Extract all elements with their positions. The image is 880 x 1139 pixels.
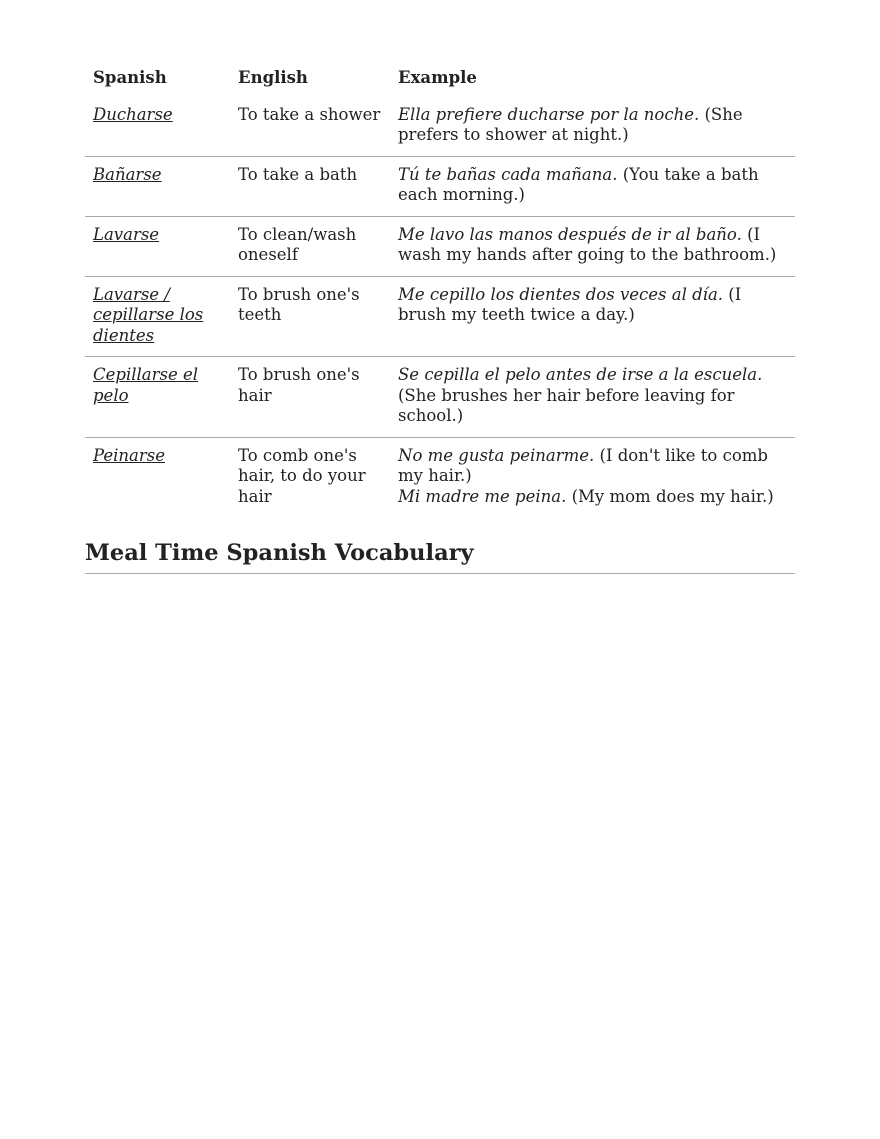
table-body [85, 97, 795, 518]
spanish-cell [85, 357, 230, 438]
english-cell: To take a shower [238, 104, 381, 124]
example-translation: (I don't like to comb my hair.) [398, 445, 768, 485]
spanish-term-link[interactable]: Lavarse / cepillarse los dientes [93, 284, 204, 345]
example-translation: (She prefers to shower at night.) [398, 104, 743, 144]
example-spanish: Me cepillo los dientes dos veces al día. [398, 284, 724, 304]
spanish-cell [85, 216, 230, 276]
example-spanish: Ella prefiere ducharse por la noche. [398, 104, 700, 124]
example-sentence [398, 225, 787, 266]
spanish-cell [85, 437, 230, 517]
english-cell: To take a bath [230, 156, 390, 216]
spanish-cell [85, 156, 230, 216]
english-cell: To clean/wash oneself [230, 216, 390, 276]
example-spanish: Tú te bañas cada mañana. [398, 164, 618, 184]
table-row [85, 97, 795, 157]
spanish-term-link[interactable]: Lavarse [93, 224, 160, 244]
table-row [85, 276, 795, 357]
section-heading-meal-time: Meal Time Spanish Vocabulary [85, 539, 795, 574]
example-cell [390, 437, 795, 517]
header-english: English [238, 68, 308, 87]
example-sentence [398, 285, 787, 326]
header-spanish: Spanish [93, 68, 167, 87]
example-cell [390, 156, 795, 216]
document-page [85, 62, 795, 574]
example-translation: (I wash my hands after going to the bathroom.) [398, 224, 777, 264]
example-cell [390, 97, 795, 157]
spanish-cell [85, 97, 230, 157]
example-translation: (I brush my teeth twice a day.) [398, 284, 742, 324]
example-cell [390, 276, 795, 357]
spanish-term-link[interactable]: Peinarse [93, 445, 165, 465]
table-row [85, 216, 795, 276]
spanish-term-link[interactable]: Cepillarse el pelo [93, 365, 199, 405]
example-cell [390, 216, 795, 276]
spanish-term-link[interactable]: Ducharse [93, 104, 173, 124]
example-sentence [398, 365, 787, 427]
example-translation: (My mom does my hair.) [566, 486, 774, 506]
example-spanish: Me lavo las manos después de ir al baño. [398, 224, 742, 244]
example-translation: (You take a bath each morning.) [398, 164, 759, 204]
vocabulary-table [85, 62, 795, 517]
example-sentence [398, 165, 787, 206]
example-spanish: Se cepilla el pelo antes de irse a la escuela. [398, 365, 763, 384]
spanish-term-link[interactable]: Bañarse [93, 164, 162, 184]
example-spanish: No me gusta peinarme. [398, 445, 595, 465]
english-cell: To brush one's teeth [230, 276, 390, 357]
table-header-row [85, 62, 795, 97]
example-sentence [398, 446, 787, 487]
table-row [85, 357, 795, 438]
example-sentence [398, 105, 787, 146]
example-spanish: Mi madre me peina. [398, 486, 567, 506]
table-row [85, 156, 795, 216]
example-cell [390, 357, 795, 438]
english-cell: To brush one's hair [230, 357, 390, 438]
spanish-cell [85, 276, 230, 357]
example-translation: (She brushes her hair before leaving for school.) [398, 385, 735, 425]
english-cell: To comb one's hair, to do your hair [230, 437, 390, 517]
table-row [85, 437, 795, 517]
header-example: Example [398, 68, 477, 87]
example-sentence [398, 487, 787, 508]
